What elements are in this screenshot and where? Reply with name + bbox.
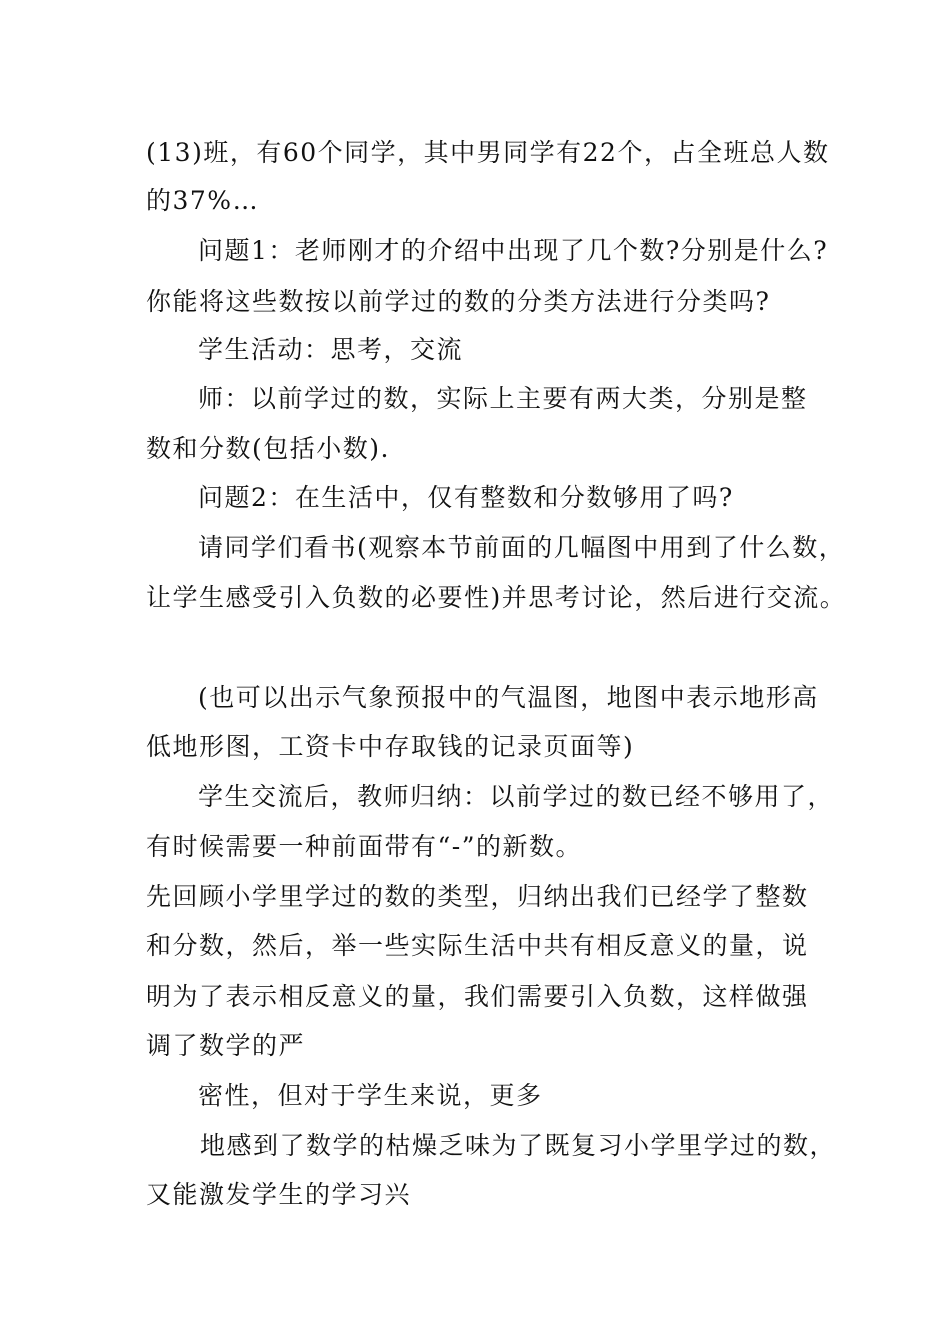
text-line-1: (13)班，有60个同学，其中男同学有22个，占全班总人数 (146, 138, 830, 167)
text-line-3: 问题1：老师刚才的介绍中出现了几个数?分别是什么? (198, 236, 829, 265)
text-line-12: 低地形图，工资卡中存取钱的记录页面等) (146, 732, 635, 761)
text-line-20: 地感到了数学的枯燥乏味为了既复习小学里学过的数， (200, 1131, 837, 1160)
text-line-19: 密性，但对于学生来说，更多 (198, 1081, 543, 1110)
text-line-5: 学生活动：思考，交流 (198, 335, 464, 364)
text-line-7: 数和分数(包括小数). (146, 434, 390, 463)
text-line-9: 请同学们看书(观察本节前面的几幅图中用到了什么数， (198, 533, 846, 562)
text-line-14: 有时候需要一种前面带有“-”的新数。 (146, 832, 583, 861)
text-line-15: 先回顾小学里学过的数的类型，归纳出我们已经学了整数 (146, 882, 809, 911)
text-line-13: 学生交流后，教师归纳：以前学过的数已经不够用了， (198, 782, 835, 811)
text-line-2: 的37%… (146, 186, 260, 215)
text-line-21: 又能激发学生的学习兴 (146, 1180, 412, 1209)
text-line-16: 和分数，然后，举一些实际生活中共有相反意义的量，说 (146, 931, 809, 960)
text-line-8: 问题2：在生活中，仅有整数和分数够用了吗? (198, 483, 734, 512)
text-line-4: 你能将这些数按以前学过的数的分类方法进行分类吗? (146, 287, 771, 316)
text-line-11: (也可以出示气象预报中的气温图，地图中表示地形高 (198, 683, 819, 712)
text-line-18: 调了数学的严 (146, 1031, 306, 1060)
text-line-17: 明为了表示相反意义的量，我们需要引入负数，这样做强 (146, 982, 809, 1011)
text-line-10: 让学生感受引入负数的必要性)并思考讨论，然后进行交流。 (146, 583, 847, 612)
text-line-6: 师：以前学过的数，实际上主要有两大类，分别是整 (198, 384, 808, 413)
